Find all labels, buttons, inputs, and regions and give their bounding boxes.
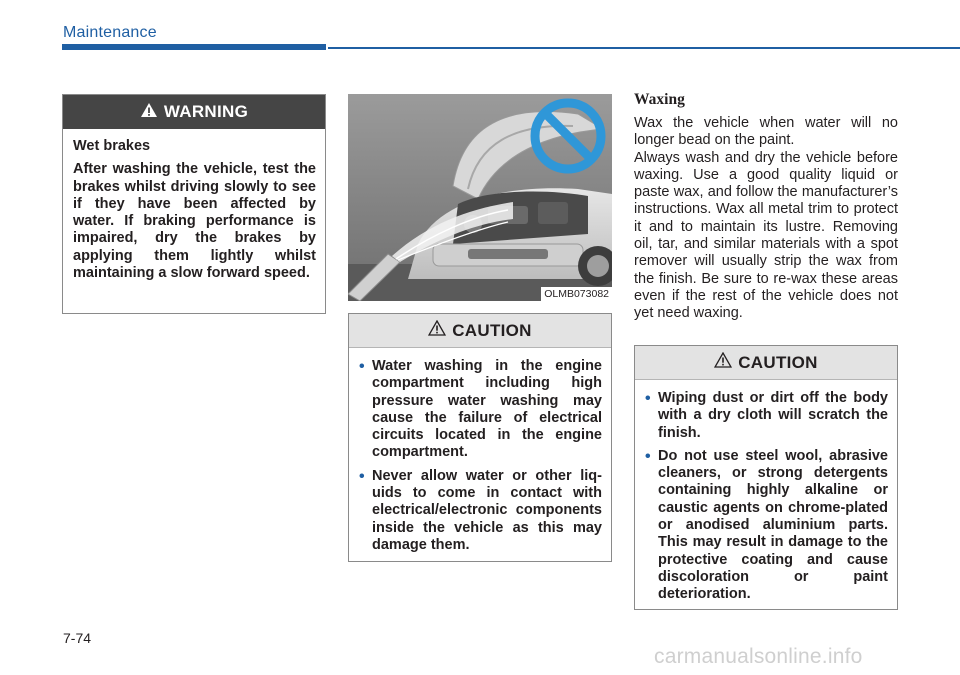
waxing-paragraph-1: Wax the vehicle when water will no longer bead on the paint. bbox=[634, 115, 898, 149]
caution-wax-item-2: • Do not use steel wool, abrasive cleaners, or strong detergents containing highly alkaline or caustic agents on chrome-plated or anodised aluminium parts. This may result in damage to the protective coating and cause discoloration or paint deterioration. bbox=[645, 448, 888, 604]
warning-text: After washing the vehicle, test the brakes whilst driving slowly to see if they have been affected by water. If braking performance is impaired, dry the brakes by applying them lightly whilst maintaining a slow forward speed. bbox=[73, 161, 316, 282]
caution-wax-item-1: • Wiping dust or dirt off the body with a dry cloth will scratch the finish. bbox=[645, 390, 888, 442]
header-rule-thin bbox=[328, 47, 960, 49]
figure-label: OLMB073082 bbox=[541, 287, 612, 301]
caution-triangle-icon bbox=[714, 352, 732, 373]
car-engine-illustration bbox=[348, 94, 612, 301]
engine-wash-illustration bbox=[348, 94, 612, 301]
caution-triangle-icon bbox=[428, 320, 446, 341]
caution-header-engine bbox=[349, 314, 611, 348]
waxing-paragraph-2: Always wash and dry the vehicle before waxing. Use a good quality liquid or paste wax, and follow the manufacturer’s instructions. Wax all metal trim to protect it and to maintain its lustre. Removing oil, tar, and similar materials with a spot remover will usually strip the wax from the finish. Be sure to re-wax these areas even if the rest of the vehicle does not yet need waxing. bbox=[634, 149, 898, 322]
warning-title: Wet brakes bbox=[73, 138, 151, 154]
caution-heading-wax: CAUTION bbox=[738, 352, 818, 372]
watermark: carmanualsonline.info bbox=[654, 645, 863, 668]
waxing-title: Waxing bbox=[634, 91, 685, 108]
warning-header bbox=[63, 95, 325, 129]
warning-box bbox=[62, 94, 326, 314]
caution-header-wax bbox=[635, 346, 897, 380]
caution-engine-item-1: • Water washing in the engine compartment including high pressure water washing may cause the failure of electrical circuits located in the engine compartment. bbox=[359, 358, 602, 462]
warning-heading: WARNING bbox=[163, 102, 249, 121]
caution-box-engine bbox=[348, 313, 612, 562]
waxing-body bbox=[634, 115, 898, 323]
caution-box-wax bbox=[634, 345, 898, 610]
caution-heading-engine: CAUTION bbox=[452, 320, 532, 340]
page-number: 7-74 bbox=[63, 630, 92, 646]
caution-engine-item-2: • Never allow water or other liquids to come in contact with electrical/electronic components inside the vehicle as this may damage them. bbox=[359, 468, 602, 554]
section-title: Maintenance bbox=[63, 24, 157, 41]
warning-triangle-icon bbox=[140, 102, 158, 123]
header-rule-thick bbox=[62, 44, 326, 50]
